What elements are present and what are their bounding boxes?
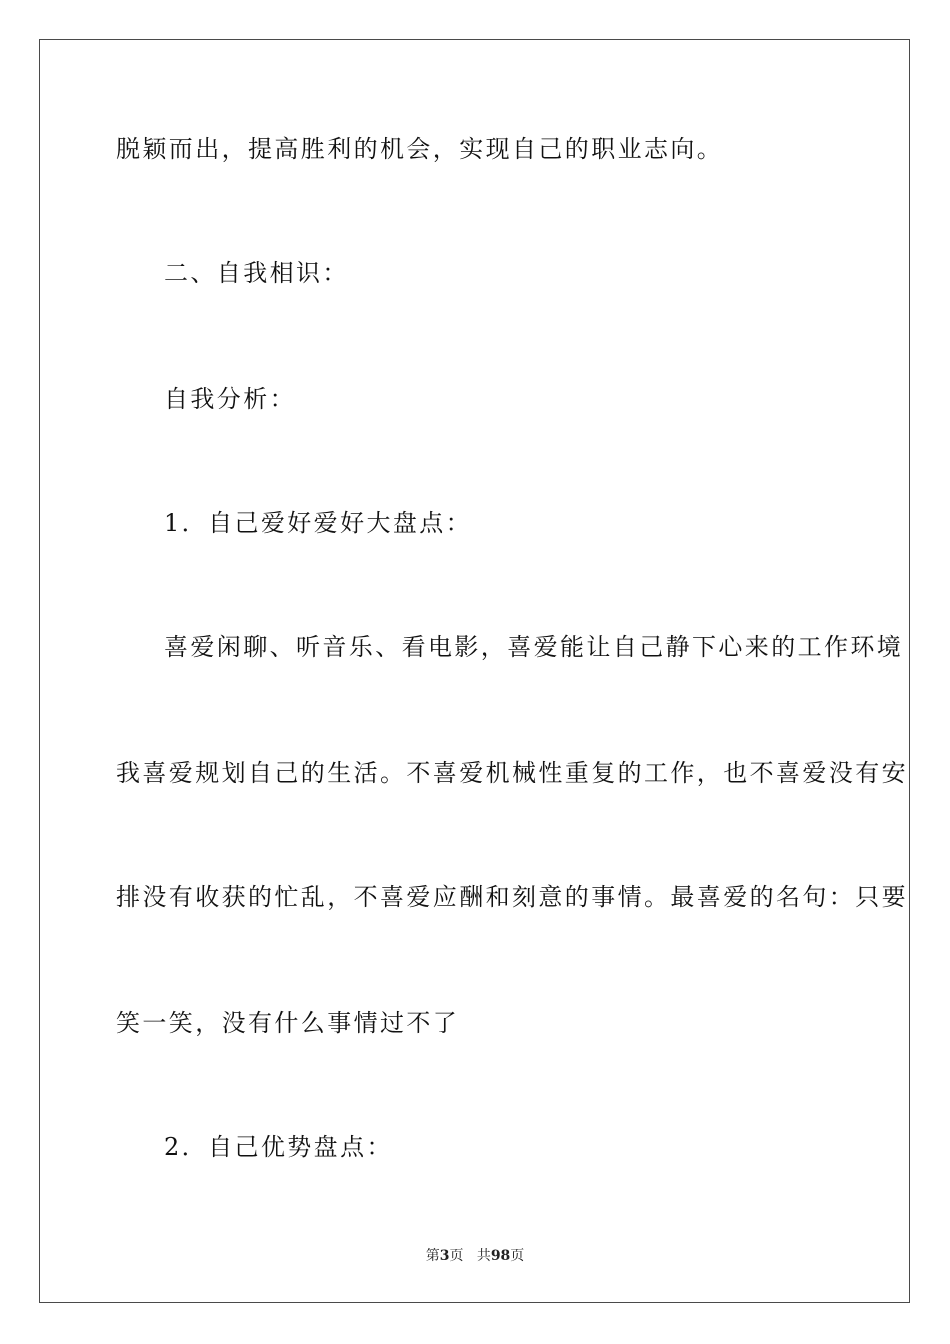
body-line-8: 笑一笑，没有什么事情过不了	[116, 1009, 460, 1037]
body-line-7: 排没有收获的忙乱，不喜爱应酬和刻意的事情。最喜爱的名句：只要	[116, 883, 908, 911]
footer-page-number: 3	[439, 1248, 450, 1264]
footer-total-prefix: 共	[476, 1248, 491, 1264]
list-item-1-heading: 1．自己爱好爱好大盘点：	[164, 509, 473, 537]
body-line-5: 喜爱闲聊、听音乐、看电影，喜爱能让自己静下心来的工作环境	[164, 633, 904, 661]
subheading-self-analysis: 自我分析：	[164, 385, 296, 413]
body-line-6: 我喜爱规划自己的生活。不喜爱机械性重复的工作，也不喜爱没有安	[116, 759, 908, 787]
page-footer	[0, 1246, 950, 1266]
body-line-1: 脱颖而出，提高胜利的机会，实现自己的职业志向。	[116, 135, 724, 163]
footer-total-pages: 98	[490, 1248, 511, 1264]
footer-page-suffix: 页	[449, 1248, 464, 1264]
section-heading-self-knowledge: 二、自我相识：	[164, 259, 349, 287]
list-item-2-heading: 2．自己优势盘点：	[164, 1133, 393, 1161]
footer-page-prefix: 第	[425, 1248, 440, 1264]
footer-total-suffix: 页	[510, 1248, 525, 1264]
page-border	[39, 39, 910, 1303]
